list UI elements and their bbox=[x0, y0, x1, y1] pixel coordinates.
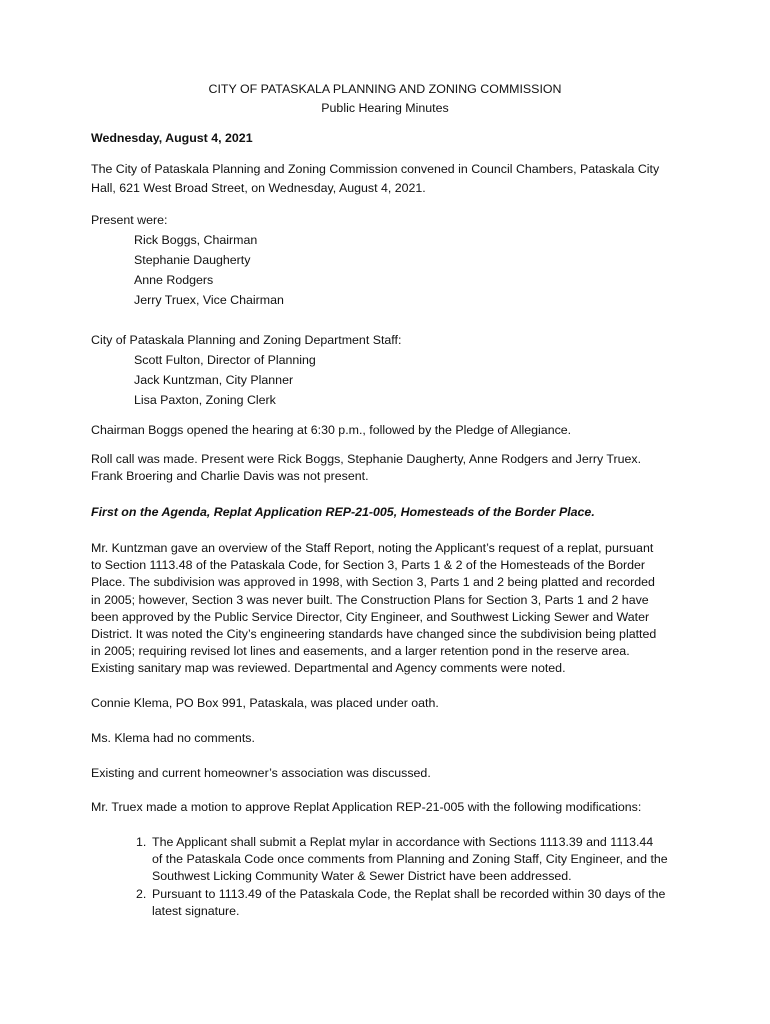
present-member: Rick Boggs, Chairman bbox=[134, 233, 258, 247]
staff-member: Lisa Paxton, Zoning Clerk bbox=[134, 393, 276, 407]
oath-paragraph: Connie Klema, PO Box 991, Pataskala, was placed under oath. bbox=[91, 696, 439, 710]
text-line: Existing sanitary map was reviewed. Departmental and Agency comments were noted. bbox=[91, 661, 566, 676]
staff-member: Jack Kuntzman, City Planner bbox=[134, 373, 294, 387]
text-line: Hall, 621 West Broad Street, on Wednesday, August 4, 2021. bbox=[91, 181, 426, 196]
text-line: been approved by the Public Service Director, City Engineer, and Southwest Licking Sewer and Water bbox=[91, 609, 650, 624]
overview-paragraph bbox=[91, 540, 691, 678]
text-line: The Applicant shall submit a Replat mylar in accordance with Sections 1113.39 and 1113.44 bbox=[152, 835, 654, 849]
present-member: Jerry Truex, Vice Chairman bbox=[134, 293, 284, 307]
document-subtitle: Public Hearing Minutes bbox=[321, 101, 449, 115]
present-label: Present were: bbox=[91, 213, 168, 227]
text-line: in 2005; requiring revised lot lines and easements, and a larger retention pond in the reserve area. bbox=[91, 644, 630, 659]
staff-member: Scott Fulton, Director of Planning bbox=[134, 353, 316, 367]
present-member: Stephanie Daugherty bbox=[134, 253, 251, 267]
text-line: District. It was noted the City’s engineering standards have changed since the subdivision being platted bbox=[91, 627, 657, 642]
roll-call-paragraph bbox=[91, 451, 691, 485]
document-title: CITY OF PATASKALA PLANNING AND ZONING COMMISSION bbox=[208, 82, 562, 96]
list-number: 1. bbox=[136, 835, 147, 849]
agenda-heading: First on the Agenda, Replat Application REP-21-005, Homesteads of the Border Place. bbox=[91, 505, 595, 519]
list-item bbox=[136, 886, 696, 920]
present-member: Anne Rodgers bbox=[134, 273, 214, 287]
text-line: latest signature. bbox=[152, 903, 240, 918]
list-number: 2. bbox=[136, 886, 147, 901]
text-line: Southwest Licking Community Water & Sewer District have been addressed. bbox=[152, 869, 572, 884]
text-line: The City of Pataskala Planning and Zoning Commission convened in Council Chambers, Pataskala City bbox=[91, 162, 660, 176]
meeting-date: Wednesday, August 4, 2021 bbox=[91, 131, 253, 145]
klema-paragraph: Ms. Klema had no comments. bbox=[91, 731, 255, 745]
hoa-paragraph: Existing and current homeowner’s association was discussed. bbox=[91, 766, 431, 780]
list-item bbox=[136, 834, 696, 886]
motion-paragraph: Mr. Truex made a motion to approve Replat Application REP-21-005 with the following modifications: bbox=[91, 800, 642, 814]
staff-label: City of Pataskala Planning and Zoning Department Staff: bbox=[91, 333, 402, 347]
text-line: Pursuant to 1113.49 of the Pataskala Code, the Replat shall be recorded within 30 days of the bbox=[152, 886, 666, 901]
text-line: Roll call was made. Present were Rick Boggs, Stephanie Daugherty, Anne Rodgers and Jerry Truex. bbox=[91, 452, 642, 466]
text-line: Mr. Kuntzman gave an overview of the Staff Report, noting the Applicant’s request of a replat, pursuant bbox=[91, 541, 654, 555]
intro-paragraph bbox=[91, 161, 691, 197]
text-line: of the Pataskala Code once comments from Planning and Zoning Staff, City Engineer, and the bbox=[152, 852, 668, 867]
text-line: in 2005; however, Section 3 was never built. The Construction Plans for Section 3, Parts 1 and 2 have bbox=[91, 592, 649, 607]
text-line: Place. The subdivision was approved in 1998, with Section 3, Parts 1 and 2 being platted and recorded bbox=[91, 575, 655, 590]
text-line: to Section 1113.48 of the Pataskala Code, for Section 3, Parts 1 & 2 of the Homesteads of the Border bbox=[91, 558, 646, 573]
modifications-list bbox=[136, 834, 696, 920]
text-line: Frank Broering and Charlie Davis was not present. bbox=[91, 469, 369, 484]
opening-paragraph: Chairman Boggs opened the hearing at 6:30 p.m., followed by the Pledge of Allegiance. bbox=[91, 423, 572, 437]
